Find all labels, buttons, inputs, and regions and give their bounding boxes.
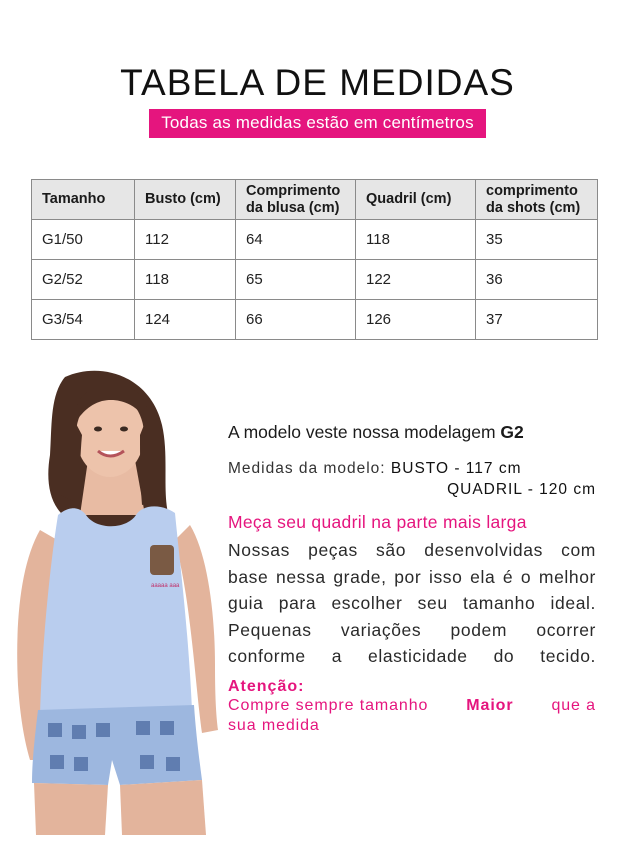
model-wears-text: A modelo veste nossa modelagem (228, 422, 496, 442)
paragraph-line: conforme a elasticidade do tecido. (228, 646, 596, 666)
header-size: Tamanho (32, 180, 135, 220)
table-header-row (32, 180, 598, 220)
cell-shorts-length: 35 (476, 220, 598, 260)
model-hip: QUADRIL - 120 cm (447, 481, 596, 498)
subtitle-banner (0, 109, 635, 138)
paragraph-line: Pequenas variações podem ocorrer (228, 619, 596, 640)
tip-heading: Meça seu quadril na parte mais larga (228, 512, 527, 532)
cell-size: G3/54 (32, 300, 135, 340)
attention-line2: sua medida (228, 716, 320, 734)
subtitle: Todas as medidas estão em centímetros (149, 109, 486, 138)
table-row (32, 260, 598, 300)
description-paragraph (228, 537, 596, 670)
cell-top-length: 64 (236, 220, 356, 260)
cell-bust: 124 (135, 300, 236, 340)
model-bust: BUSTO - 117 cm (390, 460, 522, 477)
model-illustration (10, 365, 225, 835)
attention-line1 (228, 696, 596, 716)
cell-size: G1/50 (32, 220, 135, 260)
model-measures-row1 (228, 458, 596, 479)
table-row (32, 220, 598, 260)
table-row (32, 300, 598, 340)
header-hip: Quadril (cm) (356, 180, 476, 220)
cell-bust: 112 (135, 220, 236, 260)
cell-hip: 122 (356, 260, 476, 300)
model-measures-label: Medidas da modelo: (228, 460, 386, 477)
cell-top-length: 66 (236, 300, 356, 340)
cell-shorts-length: 36 (476, 260, 598, 300)
paragraph-line: Nossas peças são desenvolvidas com (228, 540, 596, 560)
header-top-length-text: Comprimento da blusa (cm) (246, 182, 341, 216)
model-photo (10, 365, 225, 835)
size-table (31, 179, 597, 340)
model-wears-line (228, 422, 596, 443)
attention-emphasis: Maior (466, 696, 514, 714)
cell-top-length: 65 (236, 260, 356, 300)
page-title: TABELA DE MEDIDAS (120, 62, 515, 103)
cell-shorts-length: 37 (476, 300, 598, 340)
attention-after: que a (551, 696, 596, 714)
cell-bust: 118 (135, 260, 236, 300)
model-info-block (228, 422, 596, 736)
paragraph-line: base nessa grade, por isso ela é o melhor (228, 566, 596, 587)
cell-hip: 118 (356, 220, 476, 260)
header-top-length (236, 180, 356, 220)
svg-text:aaaaa aaa: aaaaa aaa (151, 583, 180, 589)
header-shorts-length-text: comprimento da shots (cm) (486, 182, 581, 216)
cell-size: G2/52 (32, 260, 135, 300)
model-measures (228, 458, 596, 500)
cell-hip: 126 (356, 300, 476, 340)
attention-before: Compre sempre tamanho (228, 696, 429, 714)
attention-heading: Atenção: (228, 677, 305, 695)
header-shorts-length (476, 180, 598, 220)
header-bust: Busto (cm) (135, 180, 236, 220)
paragraph-line: guia para escolher seu tamanho ideal. (228, 593, 596, 613)
model-wears-size: G2 (500, 422, 524, 442)
attention-text (228, 696, 596, 736)
